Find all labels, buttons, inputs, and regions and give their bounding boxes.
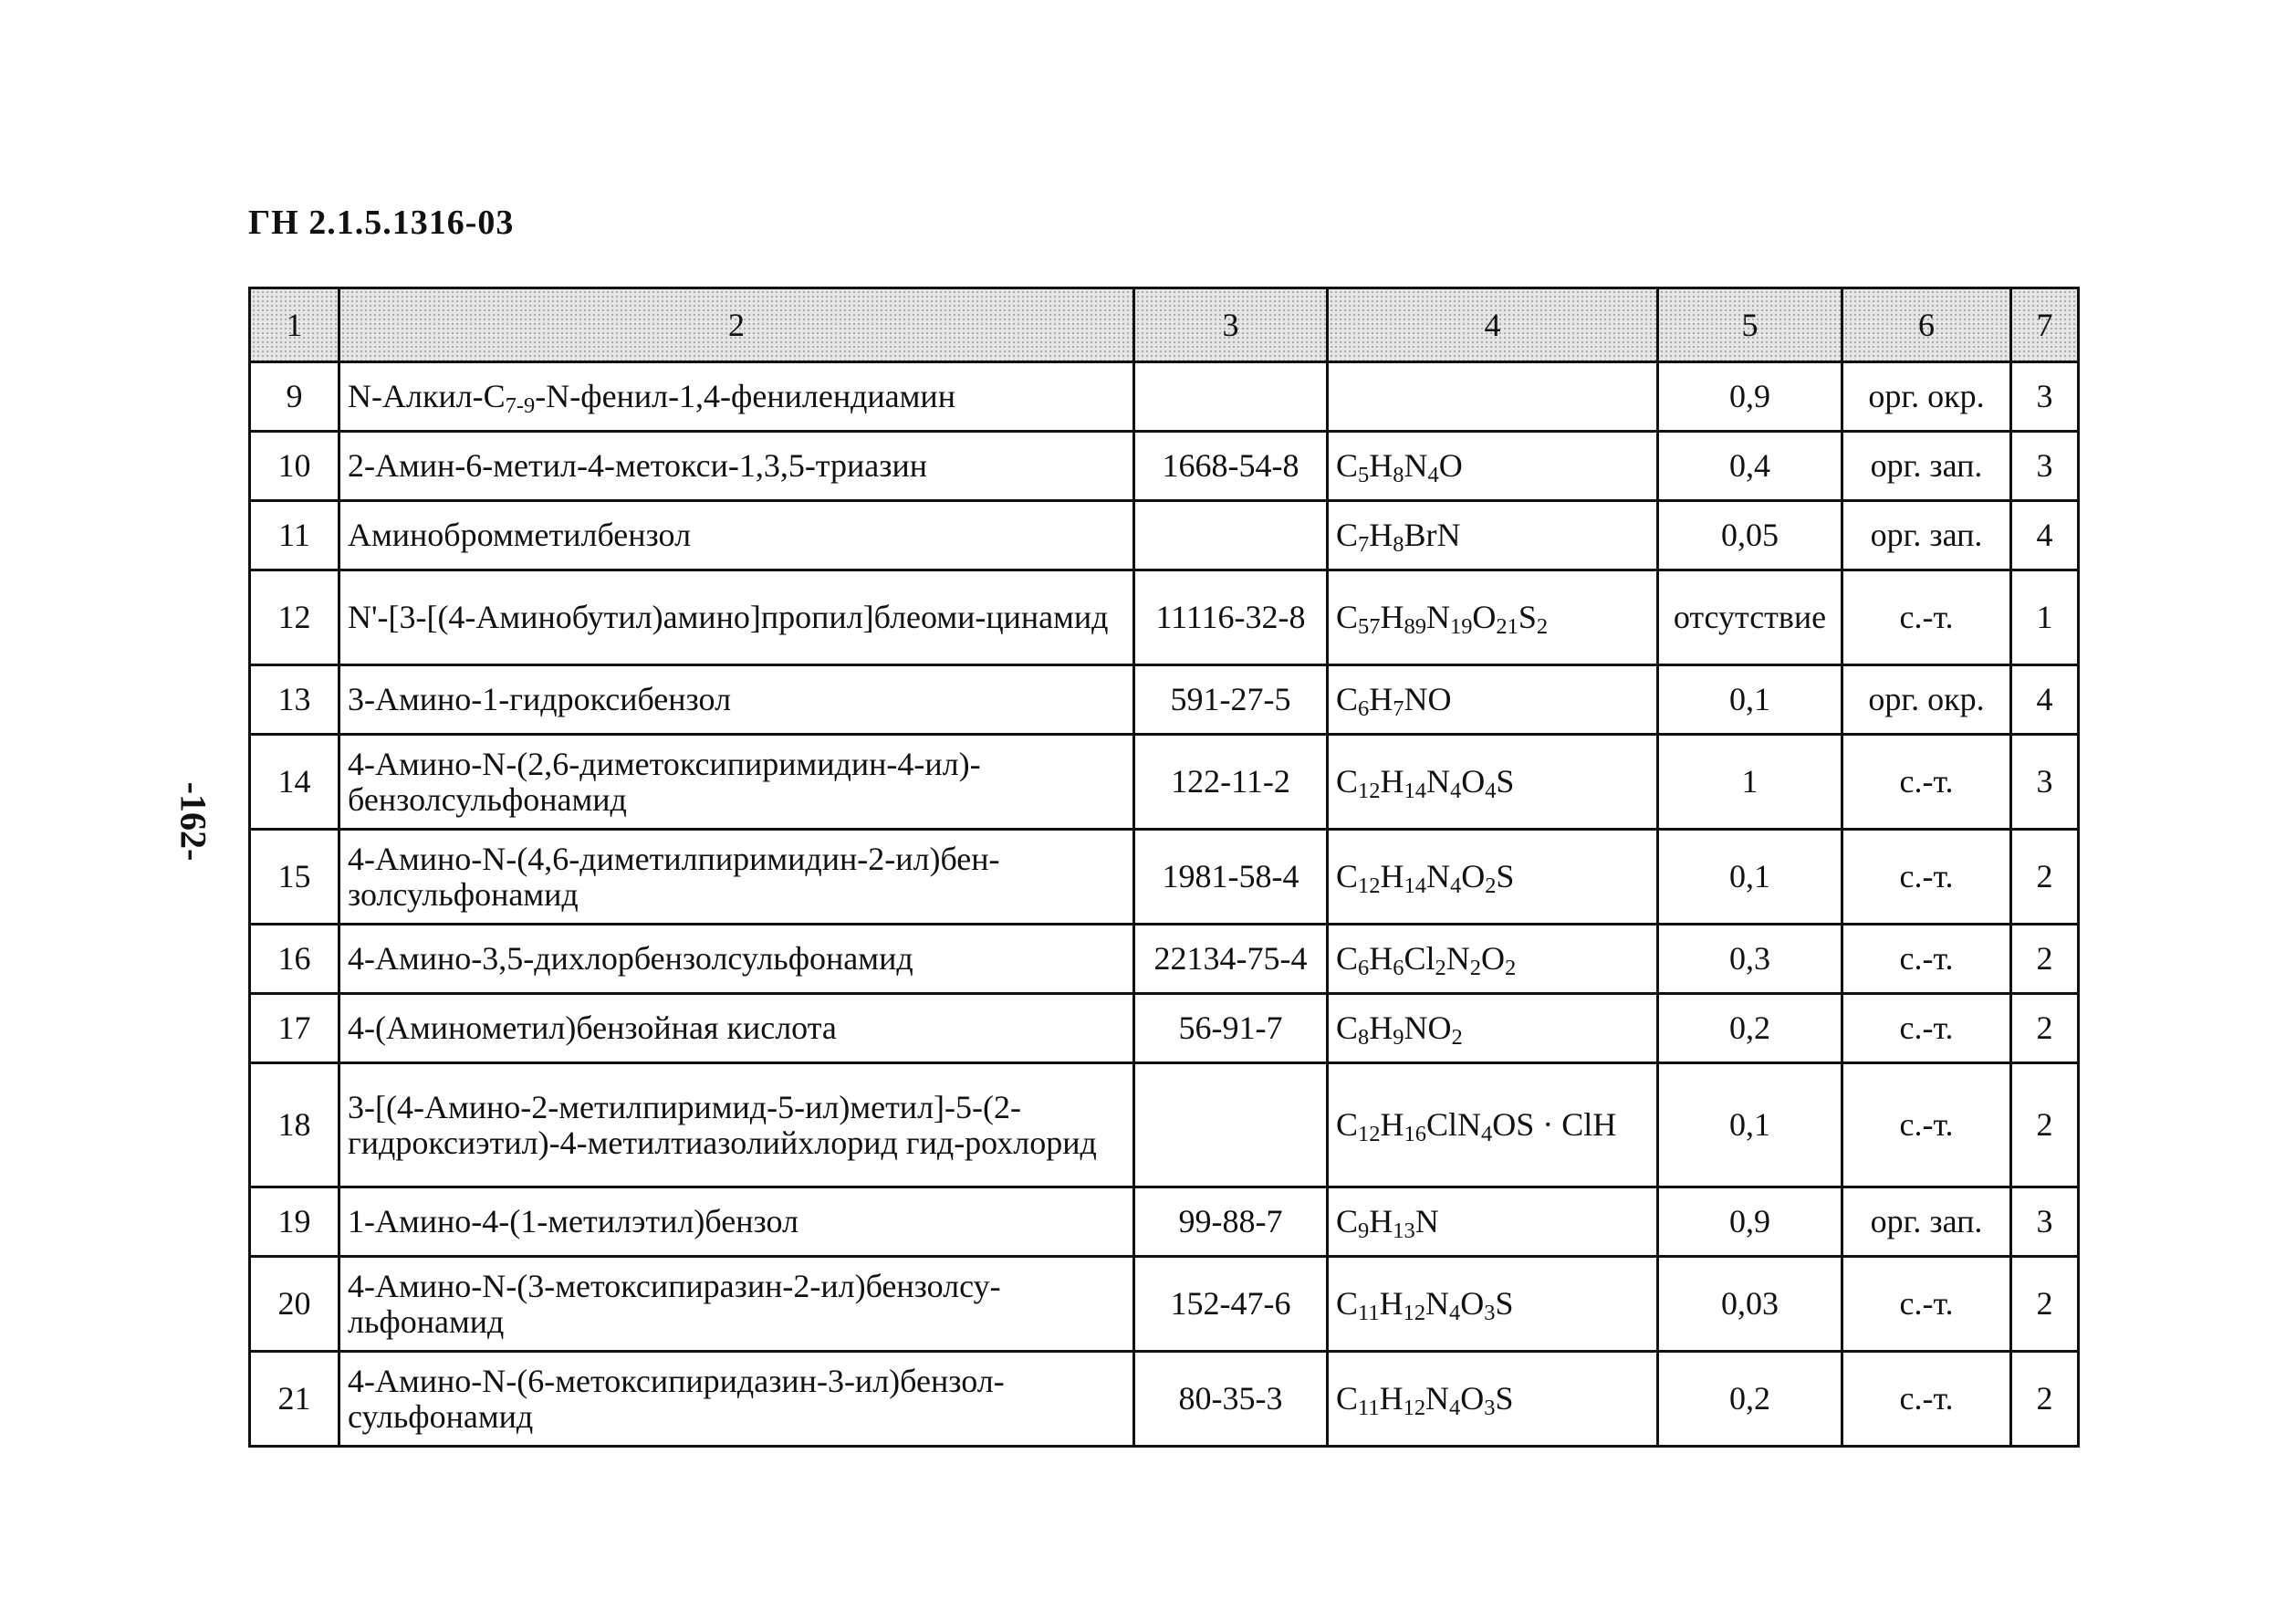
hazard-class: 2 [2011, 830, 2079, 925]
table-row [250, 570, 2079, 665]
table-header-row [250, 288, 2079, 362]
hazard-indicator: с.-т. [1842, 925, 2011, 994]
row-number: 18 [250, 1063, 339, 1187]
row-number: 10 [250, 432, 339, 501]
row-number: 16 [250, 925, 339, 994]
hazard-indicator: орг. зап. [1842, 1187, 2011, 1257]
table-row [250, 830, 2079, 925]
hazard-class: 4 [2011, 501, 2079, 570]
chemical-formula [1328, 362, 1658, 432]
cas-number: 56-91-7 [1134, 994, 1328, 1063]
hazard-class: 2 [2011, 1352, 2079, 1447]
substance-name: 4-Амино-N-(6-метоксипиридазин-3-ил)бензол-сульфонамид [339, 1352, 1134, 1447]
chemical-formula: $C_7H_8BrN$ [1328, 501, 1658, 570]
cas-number [1134, 1063, 1328, 1187]
chemical-formula: $C_{12}H_{14}N_4O_2S$ [1328, 830, 1658, 925]
substance-name: $N-Алкил-C_{7-9}-N-фенил-1,4$-фенилендиамин [339, 362, 1134, 432]
hazard-indicator: орг. зап. [1842, 501, 2011, 570]
table-row [250, 1352, 2079, 1447]
hazard-indicator: орг. зап. [1842, 432, 2011, 501]
hazard-indicator: с.-т. [1842, 1257, 2011, 1352]
hazard-indicator: с.-т. [1842, 735, 2011, 830]
hazard-class: 2 [2011, 1257, 2079, 1352]
column-header: 7 [2011, 288, 2079, 362]
cas-number: 11116-32-8 [1134, 570, 1328, 665]
norm-value: отсутствие [1658, 570, 1842, 665]
substance-name: 1-Амино-4-(1-метилэтил)бензол [339, 1187, 1134, 1257]
table-row [250, 665, 2079, 735]
table-row [250, 1063, 2079, 1187]
substance-name: N'-[3-[(4-Аминобутил)амино]пропил]блеоми-цинамид [339, 570, 1134, 665]
cas-number: 22134-75-4 [1134, 925, 1328, 994]
cas-number: 1668-54-8 [1134, 432, 1328, 501]
cas-number: 80-35-3 [1134, 1352, 1328, 1447]
hygiene-norms-table [248, 287, 2080, 1448]
hazard-class: 3 [2011, 432, 2079, 501]
substance-name: 4-Амино-3,5-дихлорбензолсульфонамид [339, 925, 1134, 994]
row-number: 11 [250, 501, 339, 570]
row-number: 21 [250, 1352, 339, 1447]
table-row [250, 994, 2079, 1063]
table-row [250, 501, 2079, 570]
column-header: 3 [1134, 288, 1328, 362]
row-number: 12 [250, 570, 339, 665]
cas-number: 591-27-5 [1134, 665, 1328, 735]
table-row [250, 1187, 2079, 1257]
norm-value: 0,1 [1658, 830, 1842, 925]
hazard-class: 2 [2011, 1063, 2079, 1187]
norm-value: 0,3 [1658, 925, 1842, 994]
hazard-class: 2 [2011, 994, 2079, 1063]
norm-value: 0,05 [1658, 501, 1842, 570]
norm-value: 0,2 [1658, 1352, 1842, 1447]
hazard-indicator: с.-т. [1842, 1352, 2011, 1447]
substance-name: Аминобромметилбензол [339, 501, 1134, 570]
norm-value: 0,4 [1658, 432, 1842, 501]
norm-value: 1 [1658, 735, 1842, 830]
hazard-class: 3 [2011, 735, 2079, 830]
chemical-formula: $C_{11}H_{12}N_4O_3S$ [1328, 1352, 1658, 1447]
row-number: 13 [250, 665, 339, 735]
column-header: 2 [339, 288, 1134, 362]
row-number: 19 [250, 1187, 339, 1257]
norm-value: 0,03 [1658, 1257, 1842, 1352]
chemical-formula: $C_{12}H_{16}ClN_4OS$ · ClH [1328, 1063, 1658, 1187]
column-header: 1 [250, 288, 339, 362]
chemical-formula: $C_6H_7NO$ [1328, 665, 1658, 735]
norm-value: 0,1 [1658, 1063, 1842, 1187]
row-number: 15 [250, 830, 339, 925]
chemical-formula: $C_{12}H_{14}N_4O_4S$ [1328, 735, 1658, 830]
hazard-class: 2 [2011, 925, 2079, 994]
cas-number [1134, 501, 1328, 570]
cas-number [1134, 362, 1328, 432]
cas-number: 99-88-7 [1134, 1187, 1328, 1257]
hazard-class: 3 [2011, 362, 2079, 432]
chemical-formula: $C_5H_8N_4O$ [1328, 432, 1658, 501]
hazard-indicator: с.-т. [1842, 994, 2011, 1063]
hazard-indicator: орг. окр. [1842, 362, 2011, 432]
hazard-class: 1 [2011, 570, 2079, 665]
row-number: 14 [250, 735, 339, 830]
substance-name: 4-Амино-N-(4,6-диметилпиримидин-2-ил)бен-золсульфонамид [339, 830, 1134, 925]
substance-name: 4-Амино-N-(3-метоксипиразин-2-ил)бензолсу-льфонамид [339, 1257, 1134, 1352]
cas-number: 152-47-6 [1134, 1257, 1328, 1352]
page-number: -162- [172, 781, 214, 862]
substance-name: 3-[(4-Амино-2-метилпиримид-5-ил)метил]-5-(2-гидроксиэтил)-4-метилтиазолийхлорид гид-рохлорид [339, 1063, 1134, 1187]
hazard-indicator: орг. окр. [1842, 665, 2011, 735]
chemical-formula: $C_{57}H_{89}N_{19}O_{21}S_2$ [1328, 570, 1658, 665]
row-number: 17 [250, 994, 339, 1063]
document-code: ГН 2.1.5.1316-03 [248, 204, 515, 242]
hazard-indicator: с.-т. [1842, 830, 2011, 925]
table-body [250, 362, 2079, 1447]
column-header: 6 [1842, 288, 2011, 362]
hazard-indicator: с.-т. [1842, 1063, 2011, 1187]
table-row [250, 1257, 2079, 1352]
table-row [250, 735, 2079, 830]
chemical-formula: $C_9H_{13}N$ [1328, 1187, 1658, 1257]
substance-name: 4-Амино-N-(2,6-диметоксипиримидин-4-ил)-бензолсульфонамид [339, 735, 1134, 830]
table-row [250, 925, 2079, 994]
column-header: 5 [1658, 288, 1842, 362]
norm-value: 0,2 [1658, 994, 1842, 1063]
substance-name: 3-Амино-1-гидроксибензол [339, 665, 1134, 735]
chemical-formula: $C_8H_9NO_2$ [1328, 994, 1658, 1063]
substance-name: 4-(Аминометил)бензойная кислота [339, 994, 1134, 1063]
hazard-class: 3 [2011, 1187, 2079, 1257]
hazard-indicator: с.-т. [1842, 570, 2011, 665]
column-header: 4 [1328, 288, 1658, 362]
norm-value: 0,9 [1658, 1187, 1842, 1257]
row-number: 20 [250, 1257, 339, 1352]
cas-number: 122-11-2 [1134, 735, 1328, 830]
chemical-formula: $C_6H_6Cl_2N_2O_2$ [1328, 925, 1658, 994]
table-row [250, 432, 2079, 501]
substance-name: 2-Амин-6-метил-4-метокси-1,3,5-триазин [339, 432, 1134, 501]
hazard-class: 4 [2011, 665, 2079, 735]
chemical-formula: $C_{11}H_{12}N_4O_3S$ [1328, 1257, 1658, 1352]
cas-number: 1981-58-4 [1134, 830, 1328, 925]
norm-value: 0,9 [1658, 362, 1842, 432]
table-row [250, 362, 2079, 432]
norm-value: 0,1 [1658, 665, 1842, 735]
row-number: 9 [250, 362, 339, 432]
